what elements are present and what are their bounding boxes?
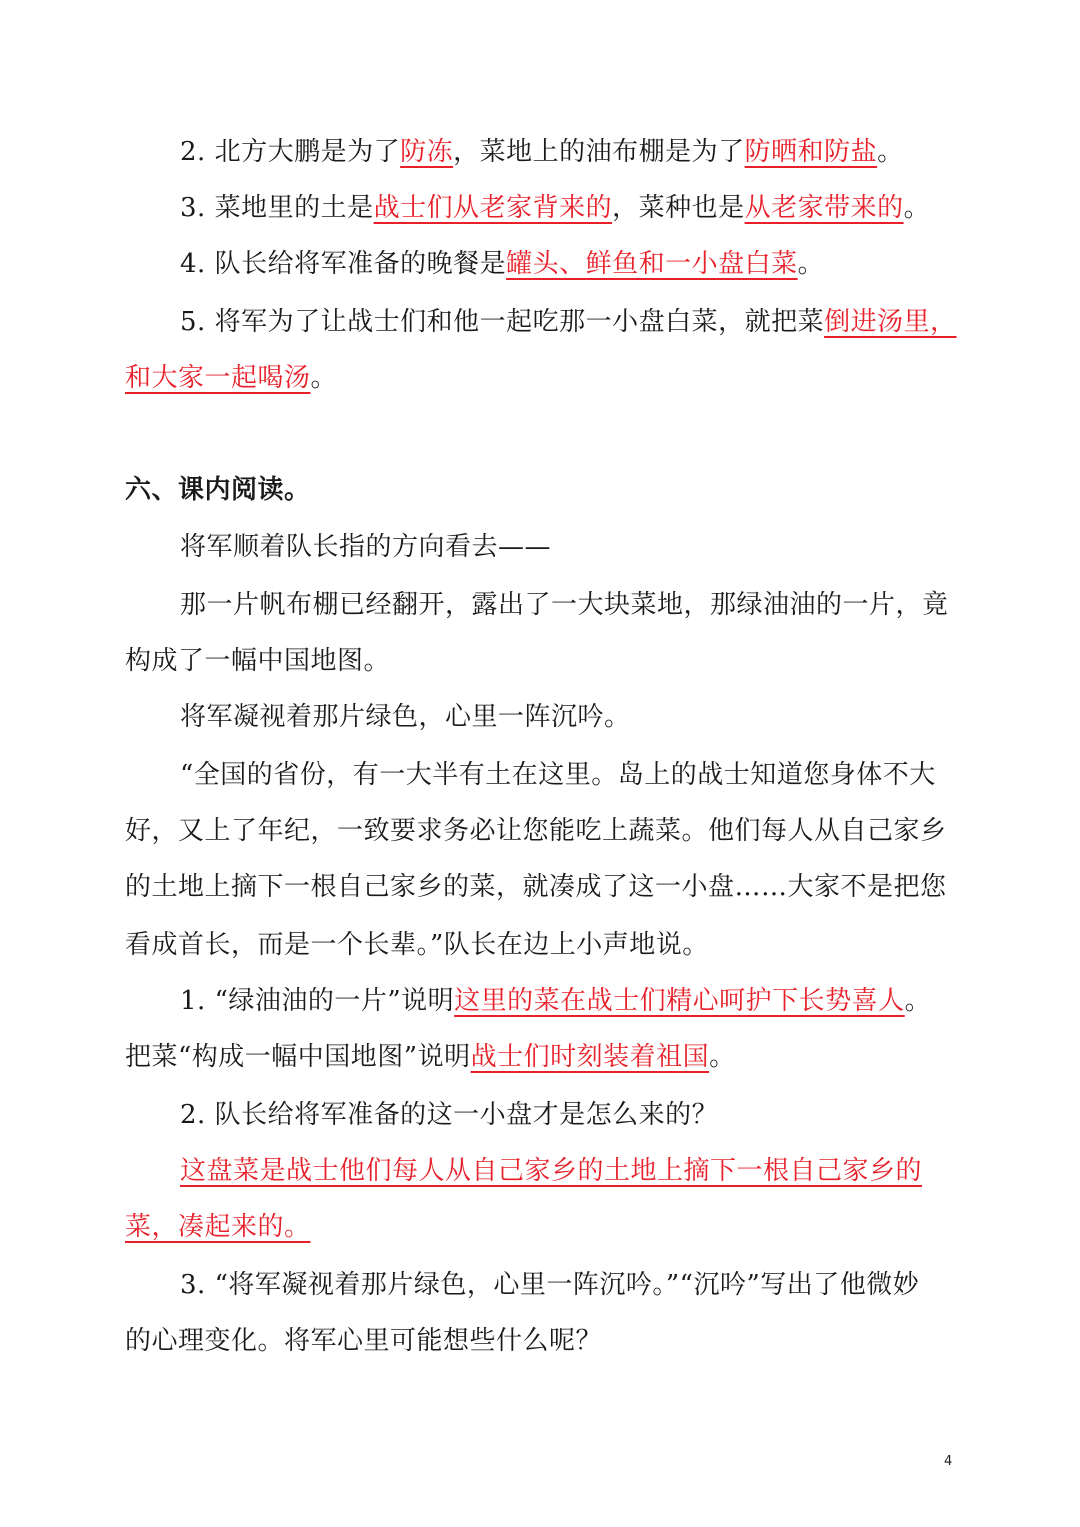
reading-answer-2 (180, 1151, 965, 1191)
answer-text: 从老家带来的 (744, 193, 904, 223)
reading-question-3-cont: 的心理变化。将军心里可能想些什么呢？ (125, 1326, 603, 1356)
reading-question-1: 1. “绿油油的一片”说明这里的菜在战士们精心呵护下长势喜人。 (180, 986, 932, 1016)
question-5-cont: 和大家一起喝汤。 (125, 363, 338, 393)
answer-text: 菜，凑起来的。 (125, 1212, 311, 1242)
passage-line: 将军凝视着那片绿色，心里一阵沉吟。 (180, 702, 631, 732)
passage-line: 好，又上了年纪，一致要求务必让您能吃上蔬菜。他们每人从自己家乡 (125, 816, 947, 846)
question-4: 4. 队长给将军准备的晚餐是罐头、鲜鱼和一小盘白菜。 (180, 249, 825, 279)
answer-text: 战士们从老家背来的 (373, 193, 613, 223)
passage-line: 的土地上摘下一根自己家乡的菜，就凑成了这一小盘……大家不是把您 (125, 872, 947, 902)
passage-line: 将军顺着队长指的方向看去—— (180, 532, 552, 562)
answer-text: 战士们时刻装着祖国 (470, 1042, 710, 1072)
passage-line: 构成了一幅中国地图。 (125, 646, 391, 676)
question-5: 5. 将军为了让战士们和他一起吃那一小盘白菜，就把菜倒进汤里， (180, 307, 957, 337)
answer-text: 这盘菜是战士他们每人从自己家乡的土地上摘下一根自己家乡的 (180, 1156, 923, 1186)
reading-question-1-cont: 把菜“构成一幅中国地图”说明战士们时刻装着祖国。 (125, 1042, 736, 1072)
answer-text: 这里的菜在战士们精心呵护下长势喜人 (454, 986, 905, 1016)
answer-text: 防晒和防盐 (744, 137, 878, 167)
answer-text: 防冻 (400, 137, 454, 167)
section-title: 六、课内阅读。 (125, 475, 311, 505)
answer-text: 和大家一起喝汤 (125, 363, 311, 393)
reading-question-2: 2. 队长给将军准备的这一小盘才是怎么来的？ (180, 1100, 719, 1130)
answer-text: 罐头、鲜鱼和一小盘白菜 (506, 249, 798, 279)
reading-question-3: 3. “将军凝视着那片绿色，心里一阵沉吟。”“沉吟”写出了他微妙 (180, 1270, 920, 1300)
passage-line: 看成首长，而是一个长辈。”队长在边上小声地说。 (125, 930, 709, 960)
answer-text: 倒进汤里， (824, 307, 957, 337)
question-2: 2. 北方大鹏是为了防冻，菜地上的油布棚是为了防晒和防盐。 (180, 137, 904, 167)
reading-answer-2-cont (125, 1207, 965, 1247)
passage-line: “全国的省份，有一大半有土在这里。岛上的战士知道您身体不大 (180, 760, 936, 790)
question-3: 3. 菜地里的土是战士们从老家背来的，菜种也是从老家带来的。 (180, 193, 931, 223)
passage-line: 那一片帆布棚已经翻开，露出了一大块菜地，那绿油油的一片，竟 (180, 590, 949, 620)
page-number: 4 (944, 1454, 953, 1469)
